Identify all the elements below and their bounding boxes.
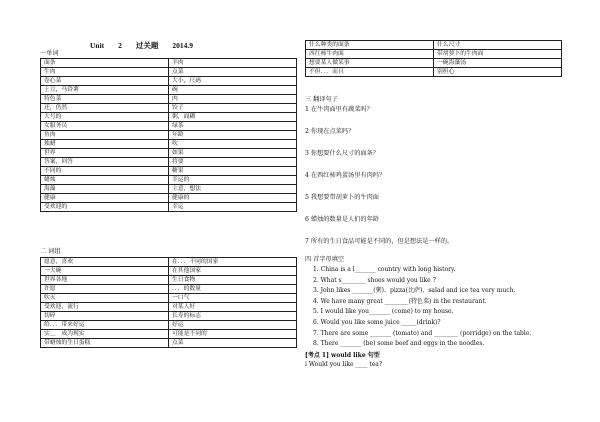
vocab-row (41, 68, 297, 77)
translation-item: 1 在牛肉面里有蔬菜吗？ (305, 106, 373, 113)
cell-right: 长寿的标志 (169, 312, 297, 321)
vocab-row (41, 140, 297, 149)
cell-left: 许愿 (41, 285, 169, 294)
cell-right: 对某人好 (169, 303, 297, 312)
cell-left: 给．．．带来好运 (41, 321, 169, 330)
cell-right: 幸运 (169, 203, 297, 212)
fill-item: 4. We have many great ________(特色菜) in the restaurant. (313, 297, 487, 305)
note-item: ⅰ Would you like ____ tea? (305, 360, 383, 368)
phrase-row (306, 50, 562, 59)
translation-item: 5 我想要带胡萝卜的牛肉面 (305, 194, 379, 201)
title-name: 过关题 (135, 41, 159, 50)
cell-left: 还，仍然 (41, 104, 169, 113)
translation-item: 4 在西红柿鸡蛋汤里有肉吗？ (305, 172, 386, 179)
cell-right: 别担心 (434, 68, 562, 77)
phrase-row (41, 258, 297, 267)
cell-left: 女服务员 (41, 122, 169, 131)
cell-right: 生日食物 (169, 276, 297, 285)
vocab-row (41, 167, 297, 176)
translation-item: 7 所有的生日食品可能是不同的，但是想法是一样的。 (305, 238, 454, 245)
cell-right: 幸运的 (169, 176, 297, 185)
cell-left: 健康 (41, 194, 169, 203)
cell-right: 点菜 (169, 339, 297, 348)
cell-right: 健康的 (169, 194, 297, 203)
vocab-table (40, 58, 297, 212)
cell-left: 想要某人做某事 (306, 59, 434, 68)
vocab-row (41, 203, 297, 212)
cell-right: 什么尺寸 (434, 41, 562, 50)
cell-right: 可能是不同的 (169, 330, 297, 339)
cell-right: 在其他国家 (169, 267, 297, 276)
cell-left: 卷心菜 (41, 77, 169, 86)
cell-left: 特色菜 (41, 95, 169, 104)
cell-left: 牛肉 (41, 68, 169, 77)
cell-left: 什么种类的面条 (306, 41, 434, 50)
phrase-row (41, 285, 297, 294)
phrase-row (306, 59, 562, 68)
cell-left: 受欢迎，流行 (41, 303, 169, 312)
cell-right: 粥，面糊 (169, 113, 297, 122)
vocab-row (41, 59, 297, 68)
title-unit: Unit (90, 41, 105, 50)
phrase-row (41, 339, 297, 348)
section2-heading: 二 词组 (40, 248, 61, 255)
fill-item: 3. John likes _______(粥)、pizza(比萨)、salad and ice tea very much. (313, 287, 516, 295)
cell-left: 实＿ 成为现实 (41, 330, 169, 339)
cell-left: 大号的 (41, 113, 169, 122)
cell-right: 如果 (169, 149, 297, 158)
cell-left: 切碎 (41, 312, 169, 321)
phrase-row (306, 41, 562, 50)
phrase-row (41, 294, 297, 303)
cell-left: 不同的 (41, 167, 169, 176)
vocab-row (41, 131, 297, 140)
translation-item: 3 你想要什么尺寸的面条？ (305, 150, 379, 157)
section4-heading: 四 首字母填空 (305, 256, 345, 263)
cell-left: 带蜡烛的生日蛋糕 (41, 339, 169, 348)
note-heading: [考点 1] would like 句型 (305, 352, 380, 359)
phrase-row (306, 68, 562, 77)
cell-right: 碗 (169, 86, 297, 95)
cell-left: 吹灭 (41, 294, 169, 303)
cell-right: 绿茶 (169, 122, 297, 131)
cell-left: 受欢迎的 (41, 203, 169, 212)
cell-left: 海藻 (41, 185, 169, 194)
cell-left: 世界 (41, 149, 169, 158)
translation-item: 2 你现在点菜吗？ (305, 128, 355, 135)
phrase-row (41, 330, 297, 339)
cell-right: 好运 (169, 321, 297, 330)
title-date: 2014.9 (172, 41, 194, 50)
cell-left: 世界各地 (41, 276, 169, 285)
cell-left: 不但．．．而且 (306, 68, 434, 77)
cell-right: 点菜 (169, 68, 297, 77)
cell-left: 西红柿牛肉面 (306, 50, 434, 59)
cell-left: 愿意，喜欢 (41, 258, 169, 267)
section1-heading: 一单词 (40, 50, 59, 57)
vocab-row (41, 86, 297, 95)
translation-item: 6 蜡烛的数量是人们的年龄 (305, 216, 379, 223)
phrase-row (41, 312, 297, 321)
phrase-row (41, 321, 297, 330)
fill-item: 5. I would like you_______ (come) to my house. (313, 308, 454, 316)
cell-left: 面条 (41, 59, 169, 68)
cell-right: 一碗海藻汤 (434, 59, 562, 68)
phrase-row (41, 267, 297, 276)
title-unit-number: 2 (118, 41, 122, 50)
fill-item: 7. There are some _______ (tomato) and ________ (porridge) on the table. (313, 329, 532, 337)
cell-right: 羊肉 (169, 59, 297, 68)
cell-left: 烛蜡 (41, 140, 169, 149)
cell-left: 蜡烛 (41, 176, 169, 185)
vocab-row (41, 77, 297, 86)
cell-right: 在．．．不同的国家 (169, 258, 297, 267)
phrase-table-continued (305, 40, 562, 77)
vocab-row (41, 95, 297, 104)
fill-item: 2. What s________ shoes would you like ? (313, 276, 436, 284)
cell-right: 饺子 (169, 104, 297, 113)
page-title (90, 40, 270, 51)
phrase-row (41, 303, 297, 312)
cell-right: 将要 (169, 158, 297, 167)
vocab-row (41, 122, 297, 131)
cell-left: 答案，回答 (41, 158, 169, 167)
phrase-table (40, 257, 297, 348)
cell-right: 一口气 (169, 294, 297, 303)
cell-right: 带胡萝卜的牛肉面 (434, 50, 562, 59)
cell-right: 糖果 (169, 167, 297, 176)
vocab-row (41, 104, 297, 113)
cell-right: ．．．的数量 (169, 285, 297, 294)
fill-item: 1. China is a l_______ country with long history. (313, 266, 456, 273)
vocab-row (41, 194, 297, 203)
fill-item: 8. There _______ (be) some beef and eggs in the noodles. (313, 340, 485, 348)
vocab-row (41, 176, 297, 185)
cell-right: 年龄 (169, 131, 297, 140)
section3-heading: 三 翻译句子 (305, 96, 338, 103)
cell-left: 一大碗 (41, 267, 169, 276)
vocab-row (41, 149, 297, 158)
cell-left: 土豆，马铃薯 (41, 86, 169, 95)
vocab-row (41, 158, 297, 167)
cell-right: 主意，想法 (169, 185, 297, 194)
cell-right: 吹 (169, 140, 297, 149)
vocab-row (41, 113, 297, 122)
cell-left: 鱼肉 (41, 131, 169, 140)
cell-right: 大小，尺码 (169, 77, 297, 86)
vocab-row (41, 185, 297, 194)
fill-item: 6. Would you like some juice _____(drink)? (313, 319, 441, 326)
phrase-row (41, 276, 297, 285)
cell-right: 肉 (169, 95, 297, 104)
